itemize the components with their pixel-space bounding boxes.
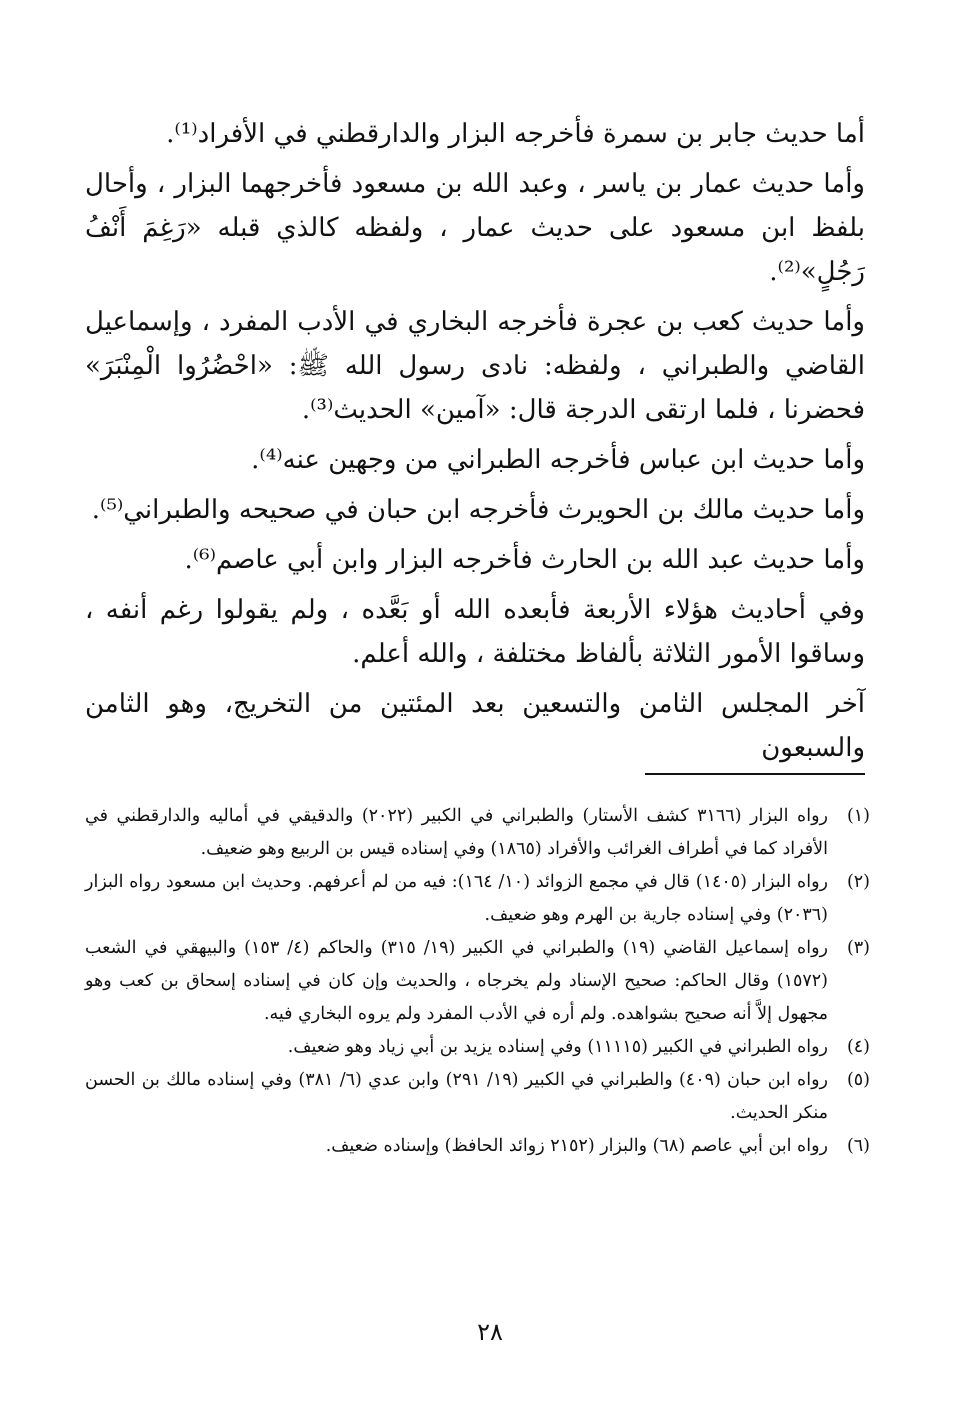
paragraph-conclusion: وفي أحاديث هؤلاء الأربعة فأبعده الله أو بَعَّده ، ولم يقولوا رغم أنفه ، وساقوا الأمور الثلاثة بألفاظ مختلفة ، والله أعلم. <box>85 595 865 669</box>
footnote-number: (١) <box>846 806 870 826</box>
main-text <box>85 112 865 776</box>
footnote-1 <box>85 800 870 866</box>
paragraph-ammar: وأما حديث عمار بن ياسر ، وعبد الله بن مسعود فأخرجهما البزار ، وأحال بلفظ ابن مسعود على حديث عمار ، ولفظه كالذي قبله «رَغِمَ أَنْفُ رَجُلٍ»⁽²⁾. <box>85 169 865 287</box>
footnote-number: (٥) <box>846 1070 870 1090</box>
footnote-text: رواه البزار (٣١٦٦ كشف الأستار) والطبراني في الكبير (٢٠٢٢) والدقيقي في أماليه والدارقطني في الأفراد كما في أطراف الغرائب والأفراد (١٨٦٥) وفي إسناده قيس بن الربيع وهو ضعيف. <box>85 806 828 859</box>
footnote-2 <box>85 866 870 932</box>
page-number: ٢٨ <box>477 1318 503 1346</box>
footnote-number: (٦) <box>846 1136 870 1156</box>
footnote-text: رواه الطبراني في الكبير (١١١١٥) وفي إسناده يزيد بن أبي زياد وهو ضعيف. <box>287 1037 828 1057</box>
footnote-5 <box>85 1064 870 1130</box>
paragraph-jabir: أما حديث جابر بن سمرة فأخرجه البزار والدارقطني في الأفراد⁽¹⁾. <box>166 119 865 149</box>
paragraph-malik: وأما حديث مالك بن الحويرث فأخرجه ابن حبان في صحيحه والطبراني⁽⁵⁾. <box>91 495 865 525</box>
footnote-number: (٢) <box>846 872 870 892</box>
footnote-number: (٣) <box>846 938 870 958</box>
paragraph-ibn-abbas: وأما حديث ابن عباس فأخرجه الطبراني من وجهين عنه⁽⁴⁾. <box>251 445 865 475</box>
footnote-6 <box>85 1130 870 1163</box>
footnote-number: (٤) <box>846 1037 870 1057</box>
footnote-text: رواه إسماعيل القاضي (١٩) والطبراني في الكبير (١٩/ ٣١٥) والحاكم (٤/ ١٥٣) والبيهقي في الشعب (١٥٧٢) وقال الحاكم: صحيح الإسناد ولم يخرجاه ، والحديث وإن كان في إسناده إسحاق بن كعب وهو مجهول إلاَّ أنه صحيح بشواهده. ولم أره في الأدب المفرد ولم يروه البخاري فيه. <box>85 938 828 1024</box>
footnote-separator <box>645 773 865 775</box>
footnote-3 <box>85 932 870 1031</box>
paragraph-majlis-end: آخر المجلس الثامن والتسعين بعد المئتين من التخريج، وهو الثامن والسبعون <box>85 689 865 763</box>
paragraph-abdullah-harith: وأما حديث عبد الله بن الحارث فأخرجه البزار وابن أبي عاصم⁽⁶⁾. <box>184 545 865 575</box>
footnote-text: رواه ابن أبي عاصم (٦٨) والبزار (٢١٥٢ زوائد الحافظ) وإسناده ضعيف. <box>325 1136 828 1156</box>
footnote-text: رواه ابن حبان (٤٠٩) والطبراني في الكبير (١٩/ ٢٩١) وابن عدي (٦/ ٣٨١) وفي إسناده مالك بن الحسن منكر الحديث. <box>85 1070 828 1123</box>
footnote-text: رواه البزار (١٤٠٥) قال في مجمع الزوائد (١٠/ ١٦٤): فيه من لم أعرفهم. وحديث ابن مسعود رواه البزار (٢٠٣٦) وفي إسناده جارية بن الهرم وهو ضعيف. <box>85 872 828 925</box>
paragraph-kaab: وأما حديث كعب بن عجرة فأخرجه البخاري في الأدب المفرد ، وإسماعيل القاضي والطبراني ، ولفظه: نادى رسول الله ﷺ: «احْضُرُوا الْمِنْبَرَ» فحضرنا ، فلما ارتقى الدرجة قال: «آمين» الحديث⁽³⁾. <box>85 307 865 425</box>
footnotes <box>85 800 870 1163</box>
footnote-4 <box>85 1031 870 1064</box>
